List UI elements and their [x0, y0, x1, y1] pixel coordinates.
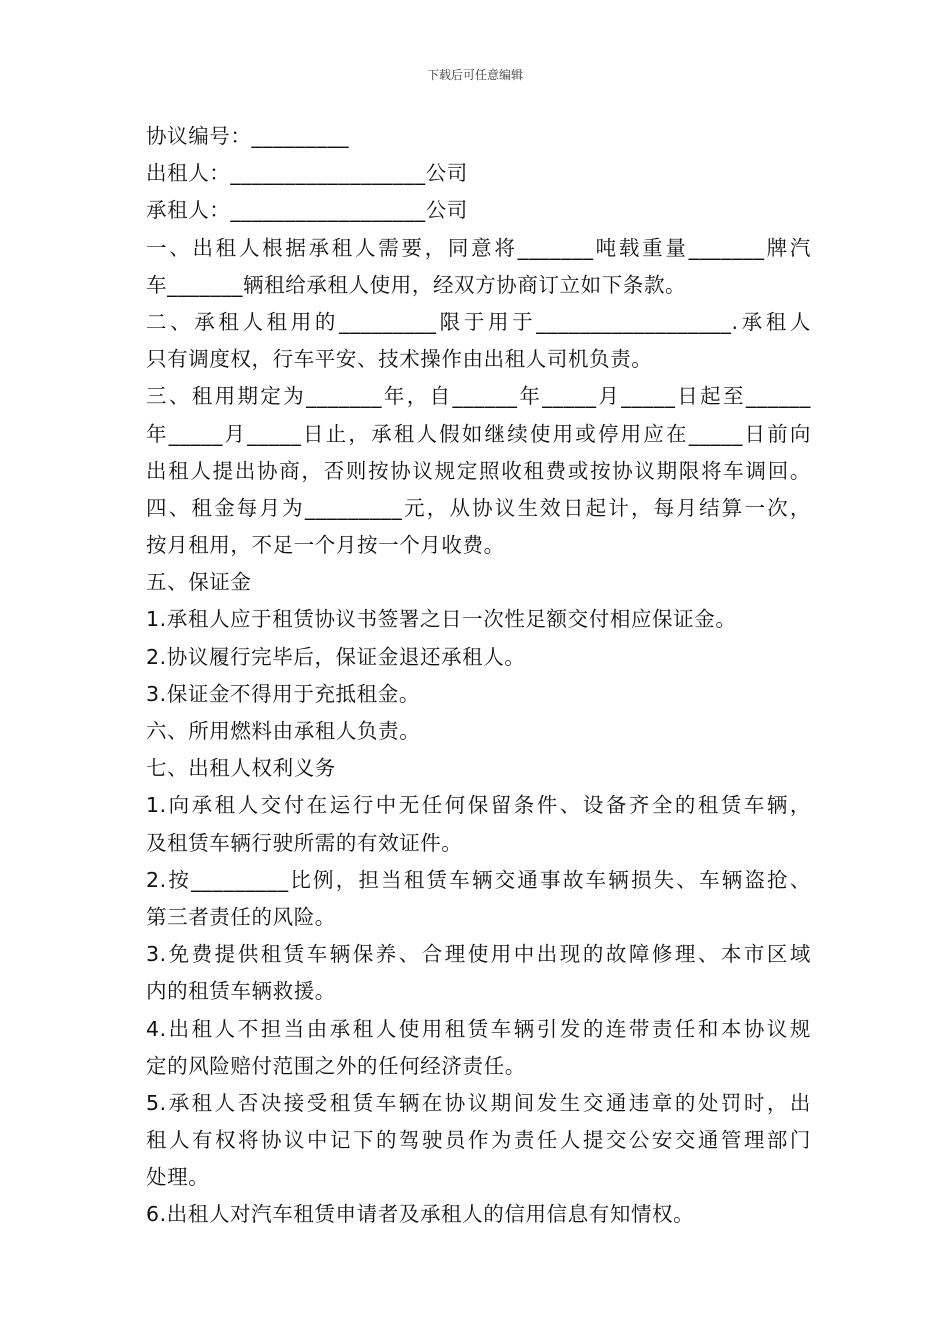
- clause-7-item-1-line-2: 及租赁车辆行驶所需的有效证件。: [146, 830, 463, 855]
- clause-7-item-5-line-3: 处理。: [146, 1165, 210, 1190]
- clause-4-line-2: 按月租用，不足一个月按一个月收费。: [146, 533, 505, 558]
- page-header-note: 下载后可任意编辑: [426, 68, 523, 82]
- clause-7-item-5-line-1: 5.承租人否决接受租赁车辆在协议期间发生交通违章的处罚时，出: [146, 1090, 811, 1115]
- clause-7-item-3-line-2: 内的租赁车辆救援。: [146, 979, 336, 1004]
- clause-2-line-2: 只有调度权，行车平安、技术操作由出租人司机负责。: [146, 347, 653, 372]
- clause-5-item-1: 1.承租人应于租赁协议书签署之日一次性足额交付相应保证金。: [146, 607, 737, 632]
- clause-7-item-3-line-1: 3.免费提供租赁车辆保养、合理使用中出现的故障修理、本市区域: [146, 942, 811, 967]
- clause-3-line-2: 年_____月_____日止，承租人假如继续使用或停用应在_____日前向: [146, 421, 811, 446]
- clause-7-item-4-line-1: 4.出租人不担当由承租人使用租赁车辆引发的连带责任和本协议规: [146, 1016, 811, 1041]
- clause-1-line-1: 一、出租人根据承租人需要，同意将_______吨载重量_______牌汽: [146, 235, 811, 260]
- clause-7-heading: 七、出租人权利义务: [146, 756, 336, 781]
- clause-5-item-2: 2.协议履行完毕后，保证金退还承租人。: [146, 644, 526, 669]
- clause-4-line-1: 四、租金每月为_________元，从协议生效日起计，每月结算一次，: [146, 495, 811, 520]
- clause-3-line-3: 出租人提出协商，否则按协议规定照收租费或按协议期限将车调回。: [146, 458, 811, 483]
- clause-6-line: 六、所用燃料由承租人负责。: [146, 719, 421, 743]
- clause-7-item-2-line-1: 2.按_________比例，担当租赁车辆交通事故车辆损失、车辆盗抢、: [146, 867, 811, 892]
- clause-7-item-5-line-2: 租人有权将协议中记下的驾驶员作为责任人提交公安交通管理部门: [146, 1128, 811, 1153]
- contract-body: [146, 118, 811, 1234]
- clause-3-line-1: 三、租用期定为_______年，自______年_____月_____日起至______: [146, 384, 811, 409]
- clause-7-item-6: 6.出租人对汽车租赁申请者及承租人的信用信息有知情权。: [146, 1202, 695, 1227]
- clause-1-line-2: 车_______辆租给承租人使用，经双方协商订立如下条款。: [146, 272, 687, 297]
- lessor-line: 出租人：__________________公司: [146, 161, 468, 186]
- agreement-number-line: 协议编号：_________: [146, 124, 350, 148]
- clause-2-line-1: 二、承租人租用的_________限于用于__________________.承租人: [146, 309, 811, 334]
- clause-7-item-4-line-2: 定的风险赔付范围之外的任何经济责任。: [146, 1053, 526, 1078]
- clause-7-item-2-line-2: 第三者责任的风险。: [146, 904, 336, 929]
- lessee-line: 承租人：__________________公司: [146, 198, 468, 223]
- clause-7-item-1-line-1: 1.向承租人交付在运行中无任何保留条件、设备齐全的租赁车辆，: [146, 793, 811, 818]
- clause-5-heading: 五、保证金: [146, 570, 252, 595]
- clause-5-item-3: 3.保证金不得用于充抵租金。: [146, 681, 420, 706]
